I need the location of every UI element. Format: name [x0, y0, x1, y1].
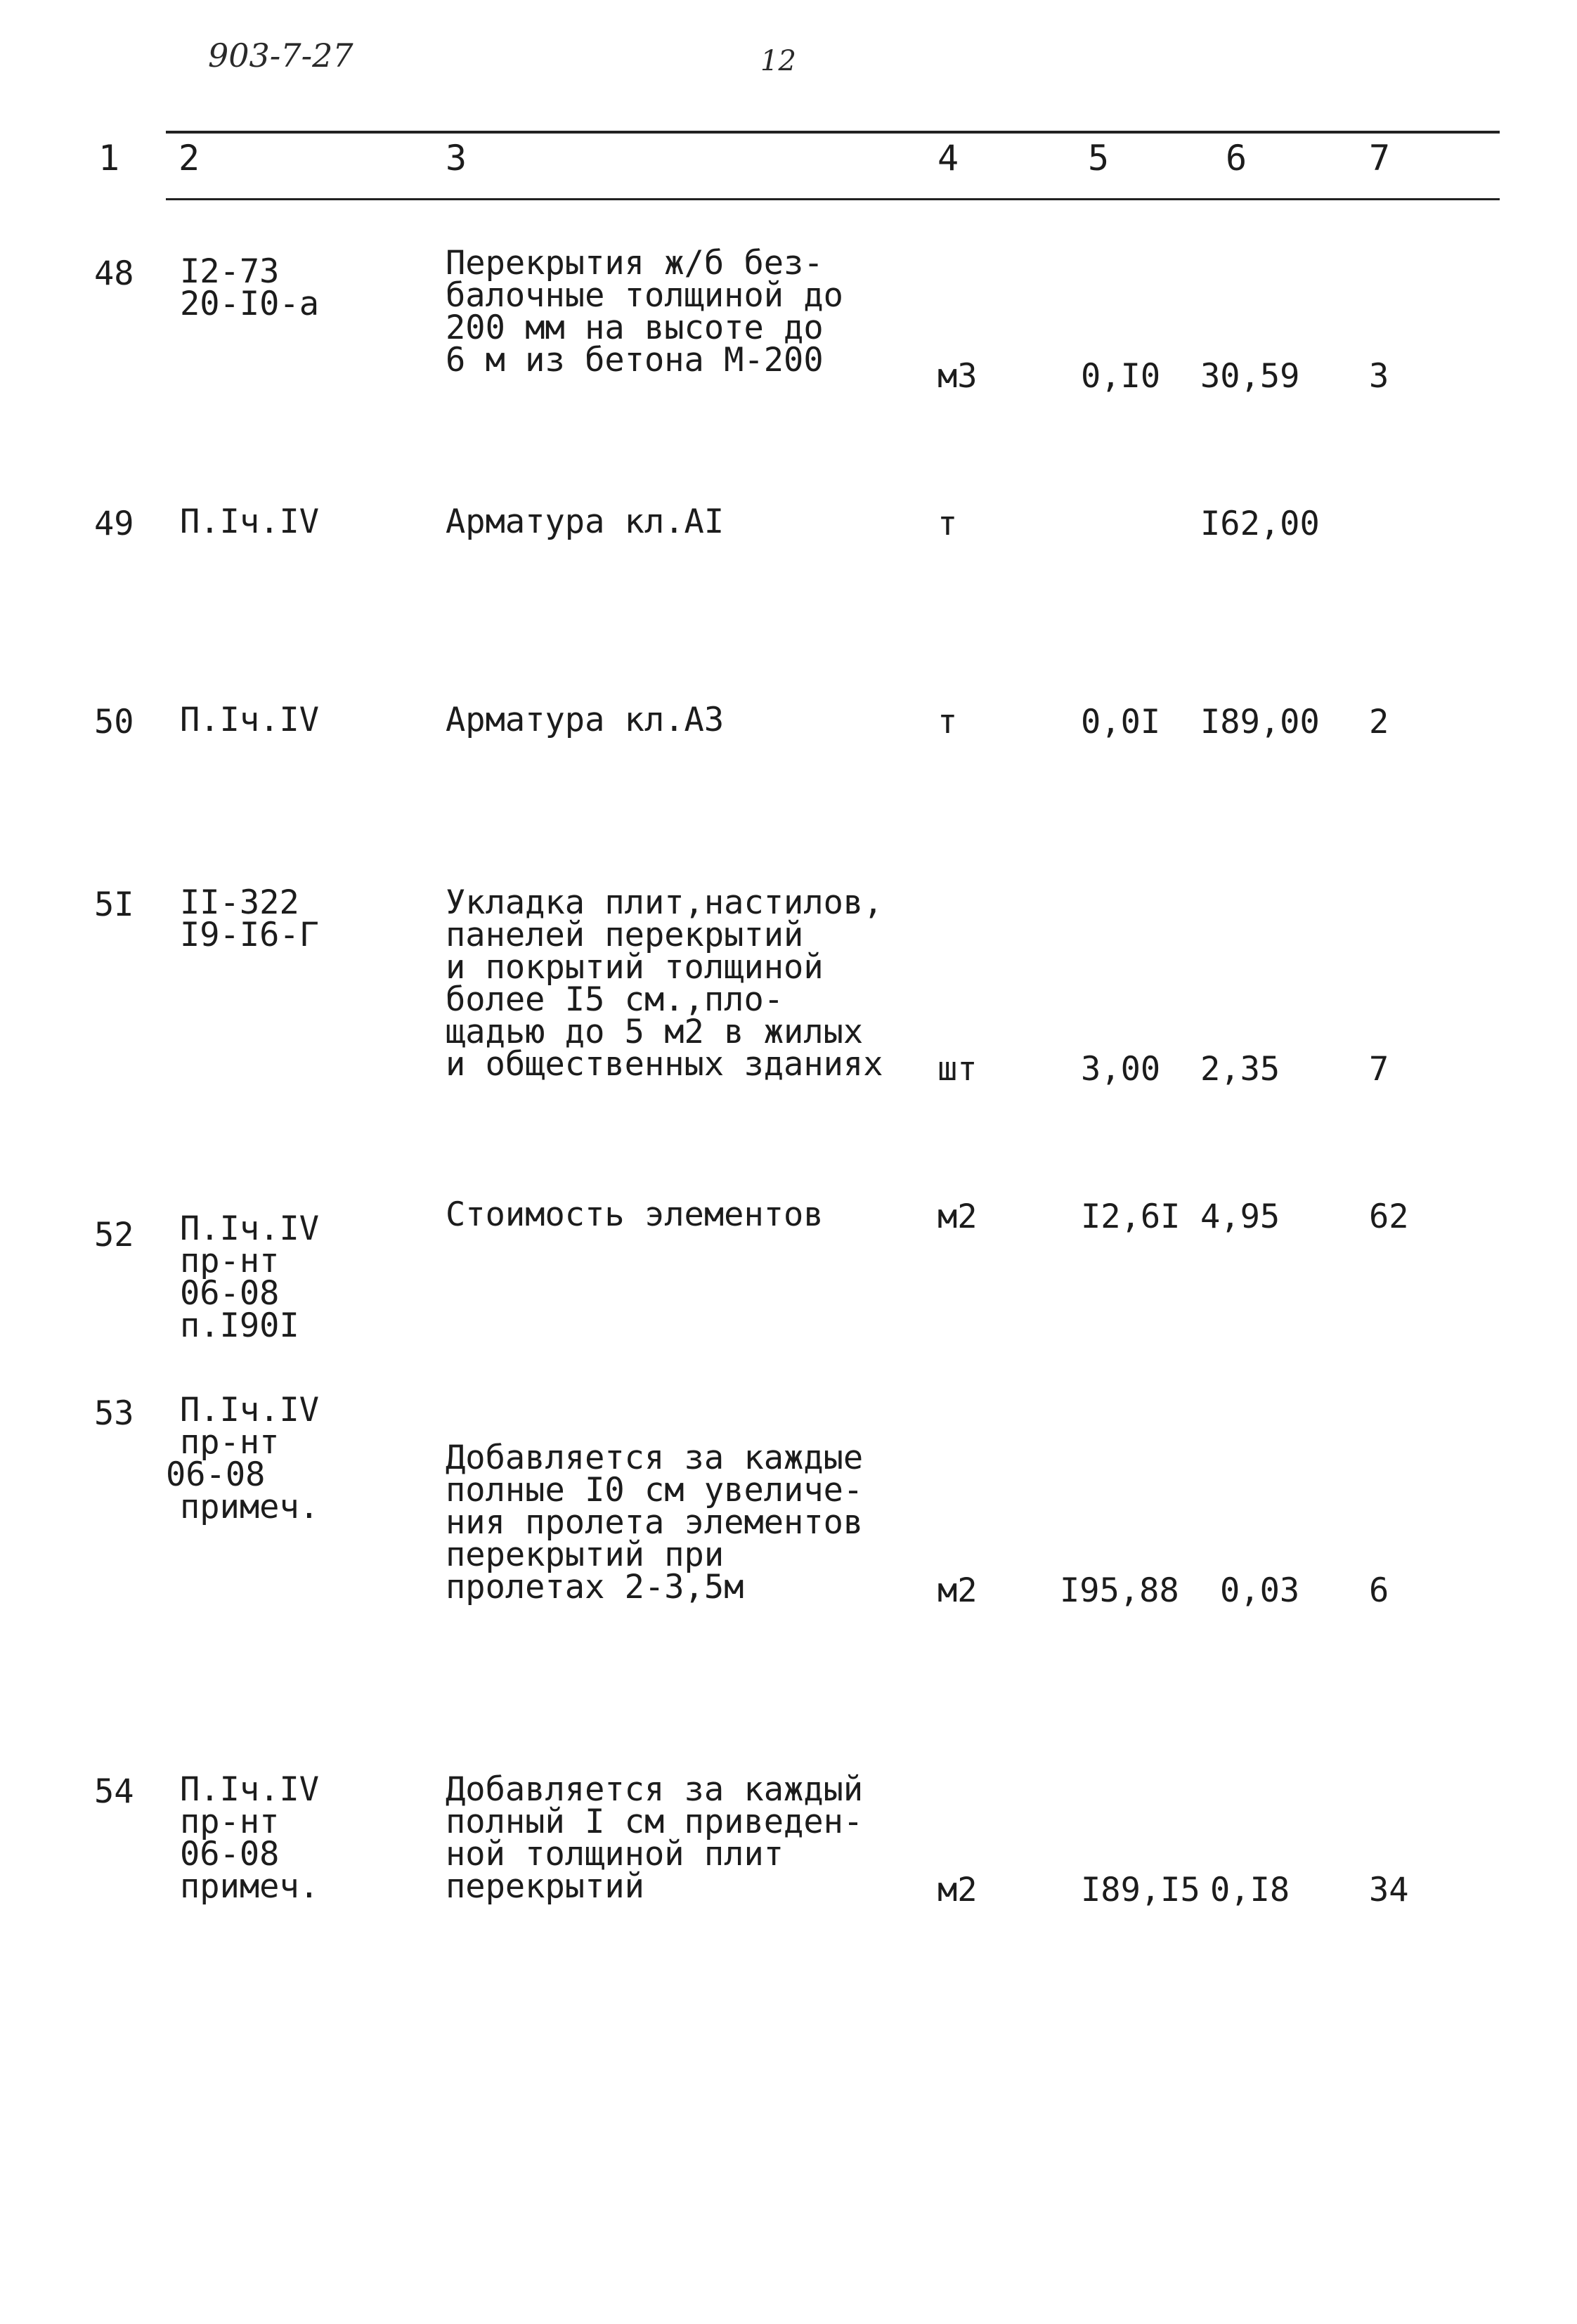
- norm-code: П.Iч.IV: [180, 701, 320, 739]
- total: 34: [1369, 1871, 1409, 1909]
- document-code-mark: 903-7-27: [208, 37, 353, 74]
- unit-price: I62,00: [1200, 505, 1320, 543]
- page-number-mark: 12: [760, 45, 796, 77]
- row-number: 52: [94, 1216, 134, 1254]
- work-description: Арматура кл.АI: [446, 502, 725, 541]
- total: 3: [1369, 357, 1389, 396]
- norm-code: II-322 I9-I6-Г: [180, 883, 320, 954]
- quantity: 0,0I: [1081, 703, 1161, 741]
- unit-price: 0,I8: [1210, 1871, 1290, 1909]
- unit-price: 30,59: [1200, 357, 1300, 396]
- unit-price: 0,03: [1220, 1571, 1300, 1610]
- work-description: Добавляется за каждый полный I см приведен- ной толщиной плит перекрытий: [446, 1770, 864, 1906]
- column-header-4: 4: [937, 138, 959, 178]
- column-header-1: 1: [98, 138, 120, 178]
- quantity: I89,I5: [1081, 1871, 1200, 1909]
- unit: шт: [937, 1050, 978, 1089]
- row-number: 48: [94, 254, 134, 293]
- quantity: 0,I0: [1081, 357, 1161, 396]
- column-header-3: 3: [446, 138, 467, 178]
- header-bottom-rule: [166, 198, 1500, 200]
- work-description: Укладка плит,настилов, панелей перекрытий и покрытий толщиной более I5 см.,пло- щадью до 5 м2 в жилых и общественных зданиях: [446, 883, 883, 1084]
- unit-price: I89,00: [1200, 703, 1320, 741]
- column-header-7: 7: [1369, 138, 1391, 178]
- norm-code: П.Iч.IV пр-нт 06-08 примеч.: [180, 1770, 320, 1906]
- total: 2: [1369, 703, 1389, 741]
- unit: м2: [937, 1871, 978, 1909]
- norm-code: П.Iч.IV пр-нт 06-08 п.I90I: [180, 1209, 320, 1345]
- row-number: 53: [94, 1394, 134, 1433]
- unit: т: [937, 703, 958, 741]
- row-number: 49: [94, 505, 134, 543]
- column-header-6: 6: [1226, 138, 1247, 178]
- norm-code: П.Iч.IV пр-нт 06-08 примеч.: [166, 1391, 320, 1526]
- row-number: 50: [94, 703, 134, 741]
- unit: т: [937, 505, 958, 543]
- quantity: I95,88: [1060, 1571, 1179, 1610]
- work-description: Добавляется за каждые полные I0 см увеличе- ния пролета элементов перекрытий при пролетах 2-3,5м: [446, 1439, 864, 1606]
- work-description: Перекрытия ж/б без- балочные толщиной до 200 мм на высоте до 6 м из бетона М-200: [446, 244, 843, 379]
- unit: м3: [937, 357, 978, 396]
- total: 7: [1369, 1050, 1389, 1089]
- row-number: 5I: [94, 885, 134, 924]
- total: 62: [1369, 1197, 1409, 1236]
- work-description: Стоимость элементов: [446, 1195, 824, 1234]
- unit-price: 2,35: [1200, 1050, 1280, 1089]
- total: 6: [1369, 1571, 1389, 1610]
- norm-code: П.Iч.IV: [180, 502, 320, 541]
- norm-code: I2-73 20-I0-а: [180, 252, 320, 323]
- unit: м2: [937, 1197, 978, 1236]
- row-number: 54: [94, 1772, 134, 1811]
- column-header-2: 2: [179, 138, 200, 178]
- quantity: I2,6I: [1081, 1197, 1181, 1236]
- header-top-rule: [166, 131, 1500, 134]
- unit: м2: [937, 1571, 978, 1610]
- work-description: Арматура кл.А3: [446, 701, 725, 739]
- quantity: 3,00: [1081, 1050, 1161, 1089]
- column-header-5: 5: [1088, 138, 1110, 178]
- unit-price: 4,95: [1200, 1197, 1280, 1236]
